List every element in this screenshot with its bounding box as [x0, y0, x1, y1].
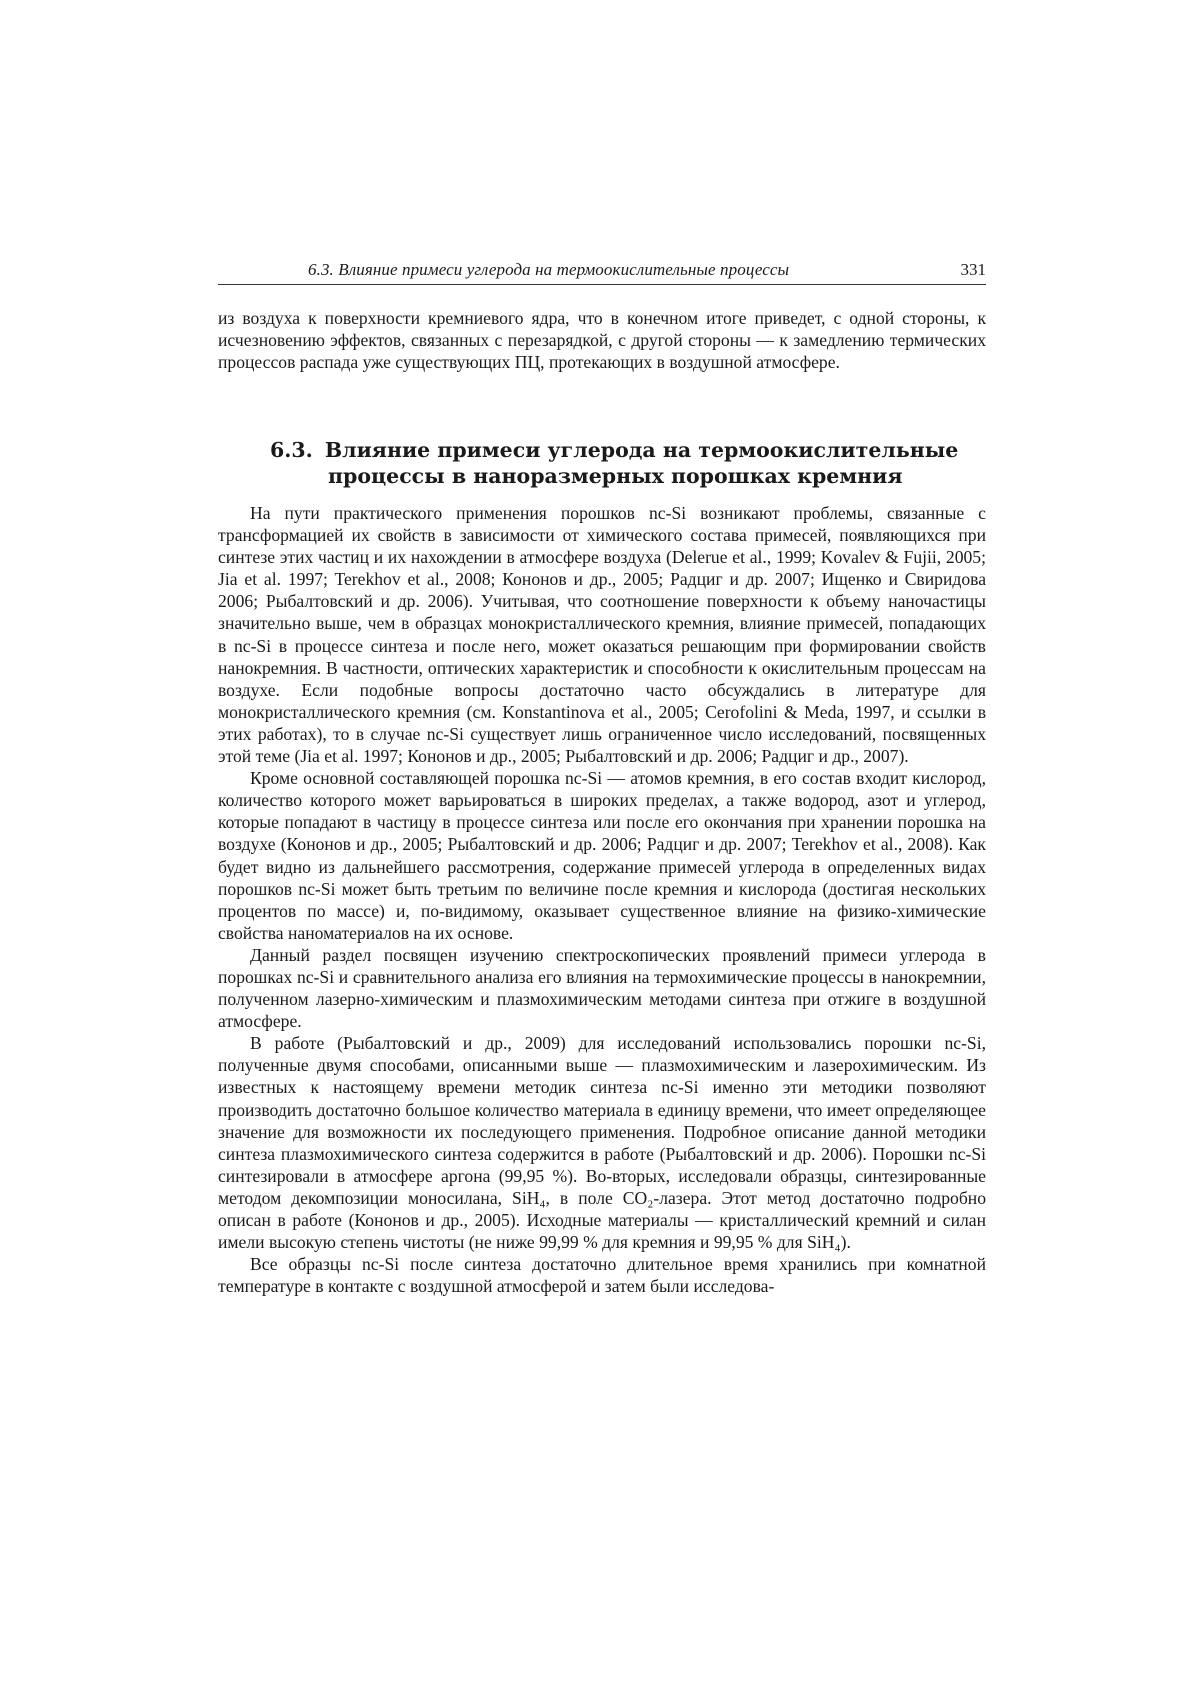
lead-paragraph: из воздуха к поверхности кремниевого ядра, что в конечном итоге приведет, с одной стороны, к исчезновению эффектов, связанных с перезарядкой, с другой стороны — к замедлению термических процессов распада уже существующих ПЦ, протекающих в воздушной атмосфере.: [218, 308, 986, 373]
page-number: 331: [960, 260, 986, 279]
section-heading: [218, 437, 986, 489]
paragraph-2: Кроме основной составляющей порошка nc-Si — атомов кремния, в его состав входит кислород, количество которого может варьироваться в широких пределах, а также водород, азот и углерод, которые попадают в частицу в процессе синтеза или после его окончания при хранении порошка на воздухе (Кононов и др., 2005; Рыбалтовский и др. 2006; Радциг и др. 2007; Terekhov et al., 2008). Как будет видно из дальнейшего рассмотрения, содержание примесей углерода в определенных видах порошков nc-Si может быть третьим по величине после кремния и кислорода (достигая нескольких процентов по массе) и, по-видимому, оказывает существенное влияние на физико-химические свойства наноматериалов на их основе.: [218, 768, 986, 943]
paragraph-1: На пути практического применения порошков nc-Si возникают проблемы, связанные с трансформацией их свойств в зависимости от химического состава примесей, появляющихся при синтезе этих частиц и их нахождении в атмосфере воздуха (Delerue et al., 1999; Kovalev & Fujii, 2005; Jia et al. 1997; Terekhov et al., 2008; Кононов и др., 2005; Радциг и др. 2007; Ищенко и Свиридова 2006; Рыбалтовский и др. 2006). Учитывая, что соотношение поверхности к объему наночастицы значительно выше, чем в образцах монокристаллического кремния, влияние примесей, попадающих в nc-Si в процессе синтеза и после него, может оказаться решающим при формировании свойств нанокремния. В частности, оптических характеристик и способности к окислительным процессам на воздухе. Если подобные вопросы достаточно часто обсуждались в литературе для монокристаллического кремния (см. Konstantinova et al., 2005; Cerofolini & Meda, 1997, и ссылки в этих работах), то в случае nc-Si существует лишь ограниченное число исследований, посвященных этой теме (Jia et al. 1997; Кононов и др., 2005; Рыбалтовский и др. 2006; Радциг и др., 2007).: [218, 503, 986, 767]
running-header: [218, 258, 986, 285]
section-number: 6.3.: [270, 438, 313, 462]
section-heading-line-1: [218, 437, 986, 463]
paragraph-5: Все образцы nc-Si после синтеза достаточно длительное время хранились при комнатной температуре в контакте с воздушной атмосферой и затем были исследова-: [218, 1254, 986, 1297]
lead-paragraph-block: [218, 307, 986, 373]
paragraph-3: Данный раздел посвящен изучению спектроскопических проявлений примеси углерода в порошках nc-Si и сравнительного анализа его влияния на термохимические процессы в нанокремнии, полученном лазерно-химическим и плазмохимическим методами синтеза при отжиге в воздушной атмосфере.: [218, 944, 986, 1032]
paragraph-4: В работе (Рыбалтовский и др., 2009) для исследований использовались порошки nc-Si, полученные двумя способами, описанными выше — плазмохимическим и лазерохимическим. Из известных к настоящему времени методик синтеза nc-Si именно эти методики позволяют производить достаточно большое количество материала в единицу времени, что имеет определяющее значение для возможности их последующего применения. Подробное описание данной методики синтеза плазмохимического синтеза содержится в работе (Рыбалтовский и др. 2006). Порошки nc-Si синтезировали в атмосфере аргона (99,95 %). Во-вторых, исследовали образцы, синтезированные методом декомпозиции моносилана, SiH₄, в поле CO₂-лазера. Этот метод достаточно подробно описан в работе (Кононов и др., 2005). Исходные материалы — кристаллический кремний и силан имели высокую степень чистоты (не ниже 99,99 % для кремния и 99,95 % для SiH₄).: [218, 1033, 986, 1253]
section-title-line-1: Влияние примеси углерода на термоокислительные: [324, 438, 959, 462]
section-title-line-2: процессы в наноразмерных порошках кремния: [328, 464, 903, 488]
section-body: [218, 502, 986, 1297]
running-title: 6.3. Влияние примеси углерода на термоокислительные процессы: [308, 260, 790, 279]
